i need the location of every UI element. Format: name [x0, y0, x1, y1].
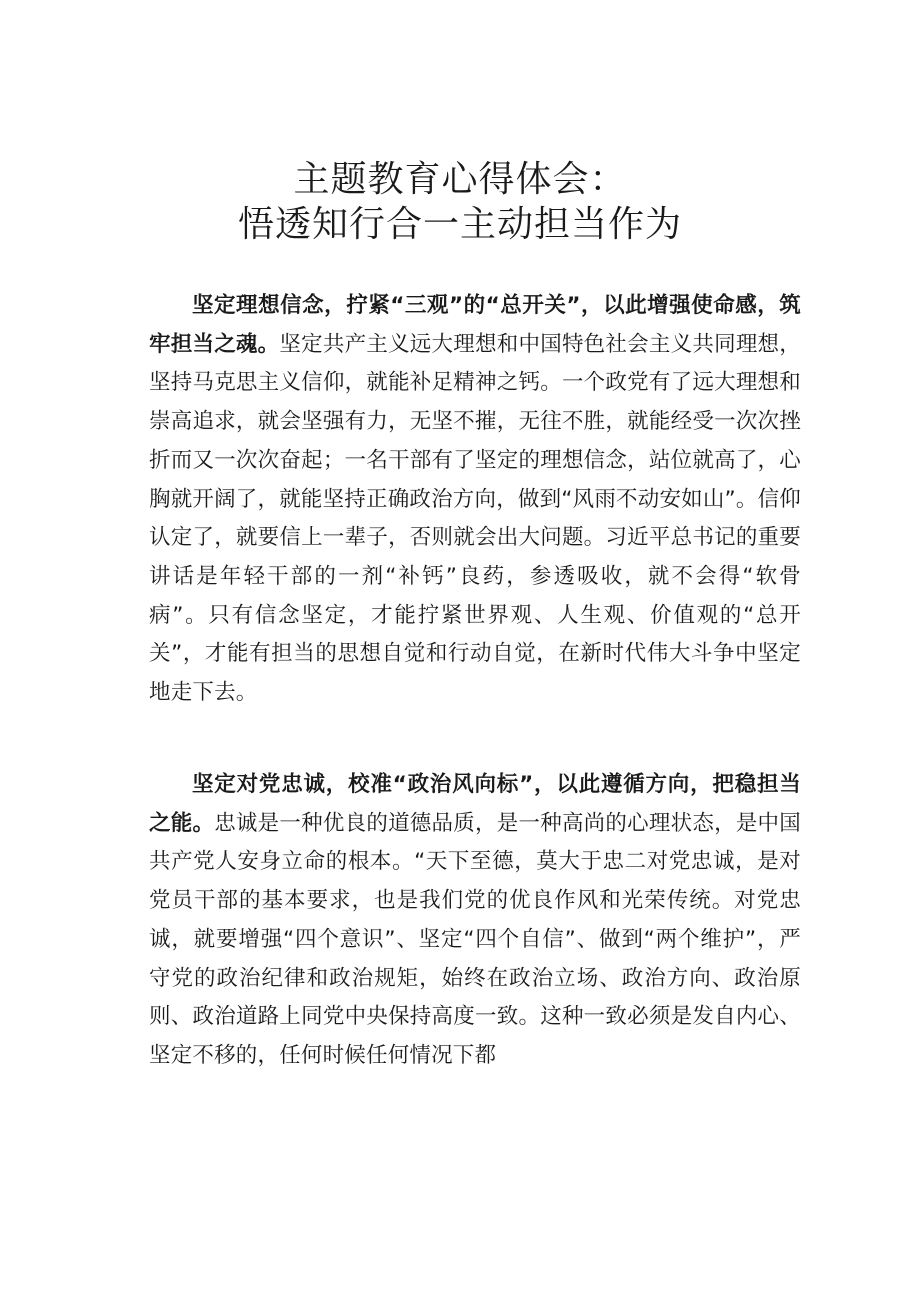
paragraph-2-lead: 坚定对党忠诚，校准“政治风向标”，以此遵循方向，把稳担当之能。: [149, 772, 801, 836]
paragraph-1-body: 坚定共产主义远大理想和中国特色社会主义共同理想，坚持马克思主义信仰，就能补足精神之钙。一个政党有了远大理想和崇高追求，就会坚强有力，无坚不摧，无往不胜，就能经受一次次挫折而又一次次奋起；一名干部有了坚定的理想信念，站位就高了，心胸就开阔了，就能坚持正确政治方向，做到“风雨不动安如山”。信仰认定了，就要信上一辈子，否则就会出大问题。习近平总书记的重要讲话是年轻干部的一剂“补钙”良药，参透吸收，就不会得“软骨病”。只有信念坚定，才能拧紧世界观、人生观、价值观的“总开关”，才能有担当的思想自觉和行动自觉，在新时代伟大斗争中坚定地走下去。: [149, 331, 801, 706]
document-title-line-2: 悟透知行合一主动担当作为: [237, 204, 682, 245]
paragraph-1-lead: 坚定理想信念，拧紧“三观”的“总开关”，以此增强使命感，筑牢担当之魂。: [149, 293, 801, 357]
paragraph-2-body: 忠诚是一种优良的道德品质，是一种高尚的心理状态，是中国共产党人安身立命的根本。“天下至德，莫大于忠二对党忠诚，是对党员干部的基本要求，也是我们党的优良作风和光荣传统。对党忠诚，就要增强“四个意识”、坚定“四个自信”、做到“两个维护”，严守党的政治纪律和政治规矩，始终在政治立场、政治方向、政治原则、政治道路上同党中央保持高度一致。这种一致必须是发自内心、坚定不移的，任何时候任何情况下都: [149, 810, 801, 1068]
paragraph-2: [149, 766, 801, 1076]
paragraph-1: [149, 287, 801, 713]
document-title-line-1: 主题教育心得体会：: [293, 159, 627, 200]
